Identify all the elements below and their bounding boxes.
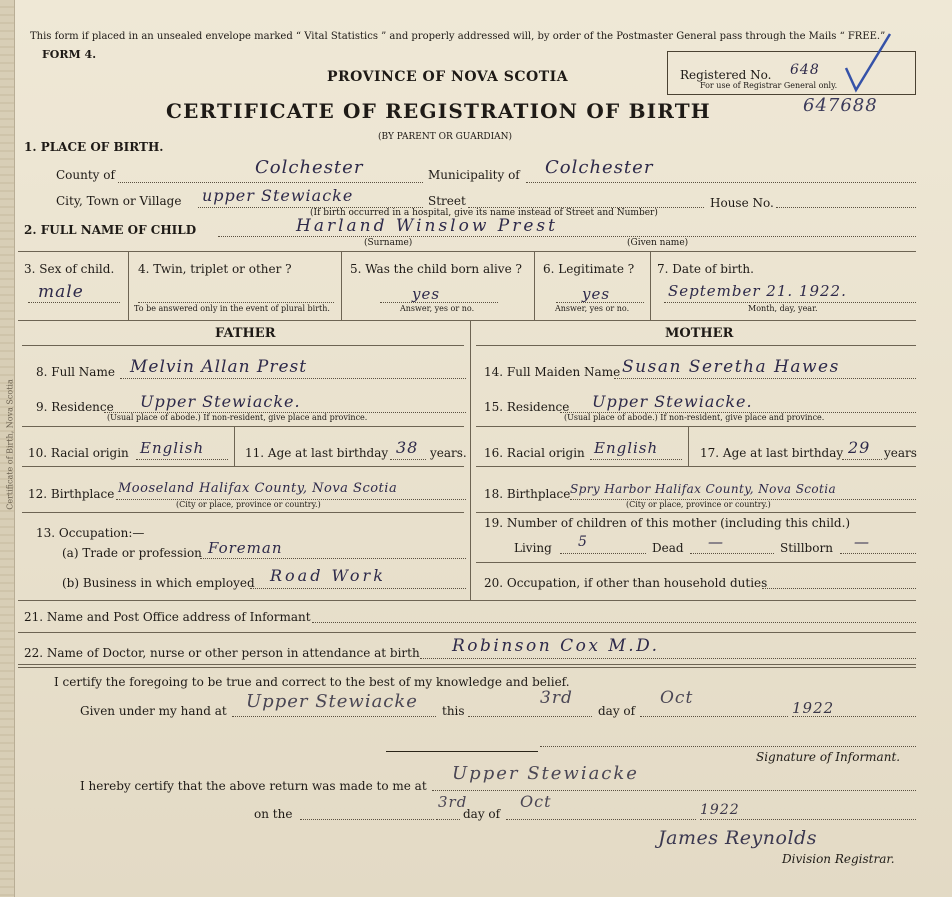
legitimate-note: Answer, yes or no. bbox=[555, 304, 630, 313]
doctor-value: Robinson Cox M.D. bbox=[452, 636, 660, 656]
month2-line bbox=[506, 819, 696, 820]
given-note: (Given name) bbox=[627, 238, 689, 248]
certify-statement: I certify the foregoing to be true and correct to the best of my knowledge and belief. bbox=[54, 675, 570, 689]
column-divider bbox=[341, 251, 342, 320]
day-line bbox=[468, 716, 592, 717]
day-of2-label: day of bbox=[463, 807, 501, 821]
twin-note: To be answered only in the event of plural birth. bbox=[134, 304, 330, 313]
signature-rule bbox=[386, 751, 538, 752]
father-birthplace-note: (City or place, province or country.) bbox=[176, 500, 321, 509]
mother-birthplace-value: Spry Harbor Halifax County, Nova Scotia bbox=[570, 482, 837, 496]
hereby-label: I hereby certify that the above return was made to me at bbox=[80, 779, 427, 793]
twin-line bbox=[138, 302, 334, 303]
given-place-value: Upper Stewiacke bbox=[246, 691, 418, 712]
mother-racial-label: 16. Racial origin bbox=[484, 446, 585, 460]
divider bbox=[476, 466, 916, 467]
father-residence-note: (Usual place of abode.) If non-resident, give place and province. bbox=[107, 413, 368, 422]
mother-occupation-line bbox=[762, 588, 916, 589]
divider bbox=[22, 345, 464, 346]
alive-value: yes bbox=[412, 285, 441, 303]
mother-residence-label: 15. Residence bbox=[484, 400, 570, 414]
day-value: 3rd bbox=[540, 688, 573, 708]
street-label: Street bbox=[428, 194, 466, 208]
column-divider bbox=[650, 251, 651, 320]
divider bbox=[18, 600, 916, 601]
dead-line bbox=[690, 553, 774, 554]
divider bbox=[18, 664, 916, 665]
legitimate-line bbox=[556, 302, 644, 303]
mother-age-line bbox=[842, 459, 882, 460]
mother-age-value: 29 bbox=[848, 438, 871, 457]
legitimate-value: yes bbox=[582, 285, 611, 303]
place-of-birth-label: 1. PLACE OF BIRTH. bbox=[24, 140, 164, 154]
signature-label: Signature of Informant. bbox=[756, 750, 901, 764]
month2-value: Oct bbox=[520, 792, 552, 811]
father-name-value: Melvin Allan Prest bbox=[130, 357, 308, 377]
stillborn-label: Stillborn bbox=[780, 541, 833, 555]
year-line bbox=[792, 716, 916, 717]
divider bbox=[18, 320, 916, 321]
living-value: 5 bbox=[578, 534, 588, 550]
sex-label: 3. Sex of child. bbox=[24, 262, 115, 276]
mother-racial-value: English bbox=[594, 439, 659, 457]
mail-notice: This form if placed in an unsealed envelope marked “ Vital Statistics ” and properly addressed will, by order of the Postmaster General pass through the Mails “ FREE.” bbox=[30, 31, 886, 42]
form-number: FORM 4. bbox=[42, 48, 97, 61]
occupation-label: 13. Occupation:— bbox=[36, 526, 145, 540]
dead-value: — bbox=[708, 533, 724, 551]
registration-number: 647688 bbox=[803, 95, 878, 116]
business-line bbox=[250, 588, 466, 589]
father-name-label: 8. Full Name bbox=[36, 365, 115, 379]
father-racial-line bbox=[136, 459, 228, 460]
hospital-note: (If birth occurred in a hospital, give its name instead of Street and Number) bbox=[310, 208, 658, 218]
mother-residence-value: Upper Stewiacke. bbox=[592, 392, 753, 411]
county-line bbox=[118, 182, 423, 183]
children-label: 19. Number of children of this mother (including this child.) bbox=[484, 516, 851, 530]
year2-line bbox=[700, 819, 916, 820]
column-divider bbox=[534, 251, 535, 320]
hereby-place-value: Upper Stewiacke bbox=[452, 763, 639, 784]
divider bbox=[476, 345, 916, 346]
binding-edge bbox=[0, 0, 15, 897]
father-years-label: years. bbox=[430, 446, 467, 460]
father-residence-label: 9. Residence bbox=[36, 400, 114, 414]
mother-birthplace-label: 18. Birthplace bbox=[484, 487, 571, 501]
day2-line bbox=[436, 819, 460, 820]
signature-line bbox=[540, 746, 916, 747]
doctor-label: 22. Name of Doctor, nurse or other person in attendance at birth bbox=[24, 646, 420, 660]
father-age-label: 11. Age at last birthday bbox=[245, 446, 389, 460]
mother-years-label: years bbox=[884, 446, 917, 460]
father-birthplace-value: Mooseland Halifax County, Nova Scotia bbox=[118, 481, 398, 496]
mother-racial-line bbox=[590, 459, 682, 460]
child-name-value: Harland Winslow Prest bbox=[296, 216, 558, 236]
given-label: Given under my hand at bbox=[80, 704, 227, 718]
alive-note: Answer, yes or no. bbox=[400, 304, 475, 313]
father-residence-value: Upper Stewiacke. bbox=[140, 392, 301, 411]
divider bbox=[476, 426, 916, 427]
informant-label: 21. Name and Post Office address of Informant bbox=[24, 610, 311, 624]
surname-note: (Surname) bbox=[364, 238, 413, 248]
divider bbox=[18, 251, 916, 252]
registrar-label: Division Registrar. bbox=[782, 852, 895, 866]
municipality-label: Municipality of bbox=[428, 168, 520, 182]
check-mark-icon bbox=[842, 30, 894, 94]
divider bbox=[22, 426, 464, 427]
sex-value: male bbox=[38, 282, 84, 302]
father-age-line bbox=[390, 459, 426, 460]
mother-occupation-label: 20. Occupation, if other than household duties bbox=[484, 576, 768, 590]
father-age-value: 38 bbox=[396, 438, 419, 457]
trade-label: (a) Trade or profession bbox=[62, 546, 202, 560]
mother-heading: MOTHER bbox=[665, 326, 734, 341]
stillborn-value: — bbox=[854, 533, 870, 551]
house-line bbox=[776, 207, 916, 208]
registered-no: 648 bbox=[790, 62, 820, 78]
alive-line bbox=[380, 302, 498, 303]
on-the-line bbox=[300, 819, 434, 820]
child-name-line bbox=[218, 236, 916, 237]
informant-line bbox=[312, 622, 916, 623]
city-label: City, Town or Village bbox=[56, 194, 182, 208]
stillborn-line bbox=[840, 553, 916, 554]
column-divider bbox=[688, 426, 689, 466]
child-name-label: 2. FULL NAME OF CHILD bbox=[24, 223, 197, 237]
house-label: House No. bbox=[710, 196, 774, 210]
date-line bbox=[664, 302, 916, 303]
dead-label: Dead bbox=[652, 541, 684, 555]
father-racial-value: English bbox=[140, 439, 205, 457]
trade-value: Foreman bbox=[208, 539, 283, 557]
month-value: Oct bbox=[660, 688, 694, 708]
column-divider bbox=[128, 251, 129, 320]
doctor-line bbox=[420, 658, 916, 659]
divider bbox=[22, 512, 464, 513]
hereby-place-line bbox=[432, 790, 916, 791]
legitimate-label: 6. Legitimate ? bbox=[543, 262, 635, 276]
business-label: (b) Business in which employed bbox=[62, 576, 255, 590]
county-label: County of bbox=[56, 168, 115, 182]
registrar-signature: James Reynolds bbox=[658, 827, 817, 849]
parents-divider bbox=[470, 320, 471, 600]
mother-name-label: 14. Full Maiden Name bbox=[484, 365, 621, 379]
county-value: Colchester bbox=[255, 157, 364, 178]
on-the-label: on the bbox=[254, 807, 293, 821]
registered-note: For use of Registrar General only. bbox=[700, 81, 838, 90]
twin-label: 4. Twin, triplet or other ? bbox=[138, 262, 292, 276]
registered-label: Registered No. bbox=[680, 68, 772, 82]
father-name-line bbox=[120, 378, 466, 379]
given-place-line bbox=[232, 716, 436, 717]
city-value: upper Stewiacke bbox=[202, 186, 354, 205]
date-label: 7. Date of birth. bbox=[657, 262, 754, 276]
mother-birthplace-note: (City or place, province or country.) bbox=[626, 500, 771, 509]
divider bbox=[476, 512, 916, 513]
certificate-subtitle: (BY PARENT OR GUARDIAN) bbox=[378, 132, 513, 142]
mother-name-line bbox=[614, 378, 916, 379]
divider bbox=[22, 466, 464, 467]
this-label: this bbox=[442, 704, 465, 718]
living-label: Living bbox=[514, 541, 552, 555]
divider bbox=[476, 562, 916, 563]
living-line bbox=[560, 553, 646, 554]
certificate-title: CERTIFICATE OF REGISTRATION OF BIRTH bbox=[166, 99, 711, 123]
mother-age-label: 17. Age at last birthday bbox=[700, 446, 844, 460]
divider bbox=[18, 632, 916, 633]
municipality-value: Colchester bbox=[545, 157, 654, 178]
mother-residence-note: (Usual place of abode.) If non-resident, give place and province. bbox=[564, 413, 825, 422]
column-divider bbox=[234, 426, 235, 466]
divider bbox=[18, 667, 916, 668]
province-title: PROVINCE OF NOVA SCOTIA bbox=[327, 69, 569, 85]
side-text: Certificate of Birth, Nova Scotia bbox=[5, 379, 15, 510]
date-value: September 21. 1922. bbox=[668, 282, 847, 300]
day-of-label: day of bbox=[598, 704, 636, 718]
mother-name-value: Susan Seretha Hawes bbox=[622, 357, 840, 377]
father-heading: FATHER bbox=[215, 326, 276, 341]
alive-label: 5. Was the child born alive ? bbox=[350, 262, 522, 276]
year-value: 1922 bbox=[792, 699, 835, 717]
trade-line bbox=[200, 558, 466, 559]
business-value: Road Work bbox=[270, 566, 386, 585]
year2-value: 1922 bbox=[700, 802, 740, 818]
municipality-line bbox=[526, 182, 916, 183]
month-line bbox=[640, 716, 788, 717]
father-racial-label: 10. Racial origin bbox=[28, 446, 129, 460]
sex-line bbox=[28, 302, 120, 303]
date-note: Month, day, year. bbox=[748, 304, 818, 313]
day2-value: 3rd bbox=[438, 793, 468, 811]
father-birthplace-label: 12. Birthplace bbox=[28, 487, 115, 501]
